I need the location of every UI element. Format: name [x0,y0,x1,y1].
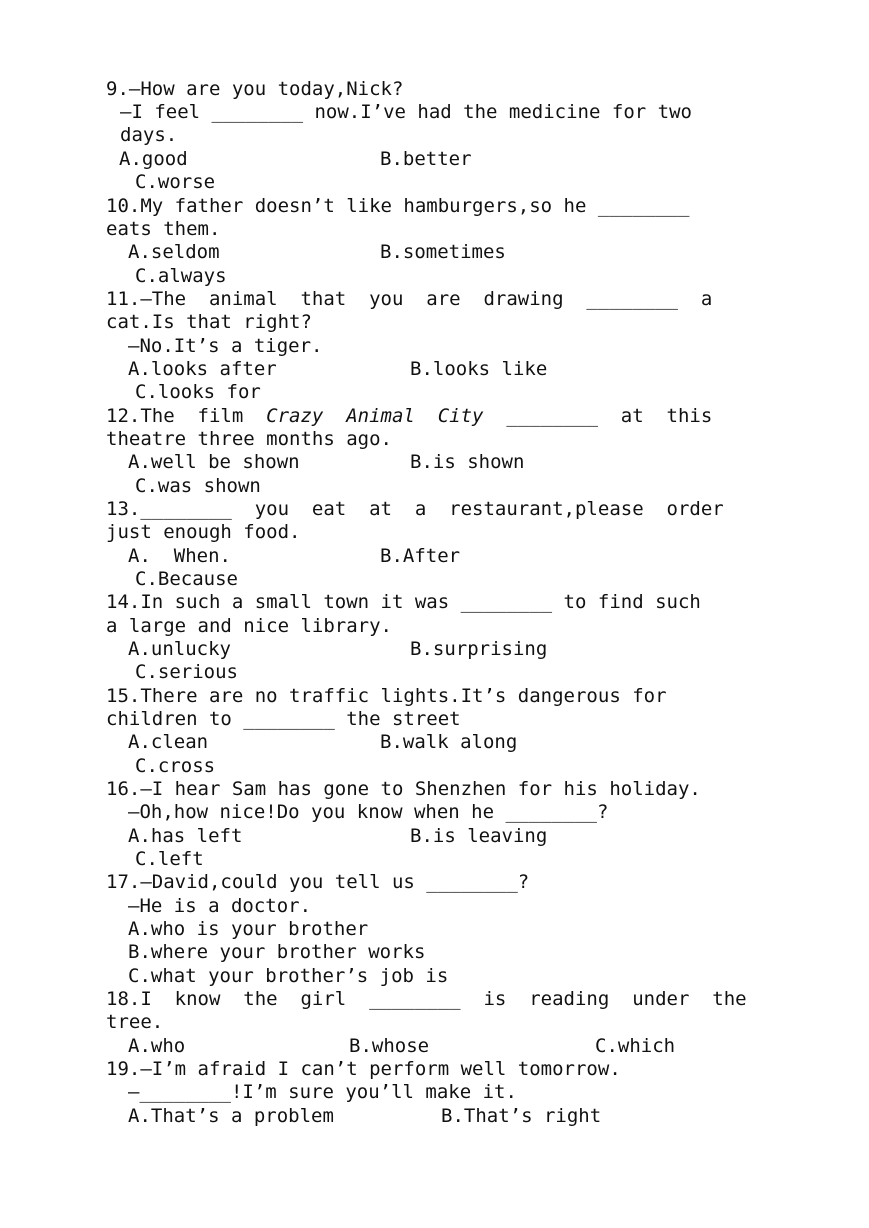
question-11-option-a: A.looks after [128,358,277,380]
question-16-option-a: A.has left [128,825,243,847]
question-11-option-c: C.looks for [135,381,261,403]
question-19-line-2: —________!I’m sure you’ll make it. [128,1081,517,1103]
question-16-option-b: B.is leaving [410,825,548,847]
question-15-option-a: A.clean [128,731,209,753]
question-11-line-2: cat.Is that right? [106,311,312,333]
question-17-option-a: A.who is your brother [128,918,369,940]
question-16-stem: 16.—I hear Sam has gone to Shenzhen for his holiday. [106,778,701,800]
question-13-line-2: just enough food. [106,521,301,543]
question-18-line-2: tree. [106,1011,164,1033]
question-9-option-b: B.better [380,148,472,170]
question-14-line-2: a large and nice library. [106,615,392,637]
question-10-line-2: eats them. [106,218,221,240]
question-14-option-a: A.unlucky [128,638,231,660]
question-18-option-b: B.whose [349,1035,430,1057]
question-15-option-b: B.walk along [380,731,518,753]
question-11-option-b: B.looks like [410,358,548,380]
question-15-stem: 15.There are no traffic lights.It’s dangerous for [106,685,667,707]
question-10-stem: 10.My father doesn’t like hamburgers,so he ________ [106,195,690,217]
question-13-stem: 13.________ you eat at a restaurant,please order [106,498,724,520]
question-9-option-c: C.worse [135,171,216,193]
question-19-option-b: B.That’s right [441,1105,602,1127]
question-9-stem: 9.—How are you today,Nick? [106,78,404,100]
question-14-option-b: B.surprising [410,638,548,660]
question-11-stem: 11.—The animal that you are drawing ________ a [106,288,713,310]
question-19-stem: 19.—I’m afraid I can’t perform well tomorrow. [106,1058,621,1080]
question-9-option-a: A.good [119,148,188,170]
question-12-option-c: C.was shown [135,475,261,497]
question-17-option-b: B.where your brother works [128,941,426,963]
question-15-option-c: C.cross [135,755,216,777]
question-12-line-2: theatre three months ago. [106,428,392,450]
question-11-line-3: —No.It’s a tiger. [128,335,323,357]
question-12-suffix: ________ at this [483,405,713,427]
question-9-line-2: —I feel ________ now.I’ve had the medicine for two [120,101,692,123]
question-13-option-a: A. When. [128,545,231,567]
question-14-option-c: C.serious [135,661,238,683]
question-12-option-a: A.well be shown [128,451,300,473]
question-13-option-b: B.After [380,545,461,567]
question-10-option-c: C.always [135,265,227,287]
question-10-option-a: A.seldom [128,241,220,263]
question-13-option-c: C.Because [135,568,238,590]
film-title: Crazy Animal City [266,405,484,427]
question-9-line-3: days. [120,124,178,146]
question-15-line-2: children to ________ the street [106,708,461,730]
question-14-stem: 14.In such a small town it was ________ to find such [106,591,701,613]
question-10-option-b: B.sometimes [380,241,506,263]
question-18-option-c: C.which [595,1035,676,1057]
question-16-line-2: —Oh,how nice!Do you know when he ________? [128,801,609,823]
question-17-option-c: C.what your brother’s job is [128,965,449,987]
question-19-option-a: A.That’s a problem [128,1105,334,1127]
question-12-option-b: B.is shown [410,451,525,473]
question-18-stem: 18.I know the girl ________ is reading under the [106,988,747,1010]
question-17-line-2: —He is a doctor. [128,895,312,917]
question-17-stem: 17.—David,could you tell us ________? [106,871,530,893]
question-12-stem [106,405,712,428]
question-16-option-c: C.left [135,848,204,870]
question-12-prefix: 12.The film [106,405,267,427]
question-18-option-a: A.who [128,1035,186,1057]
